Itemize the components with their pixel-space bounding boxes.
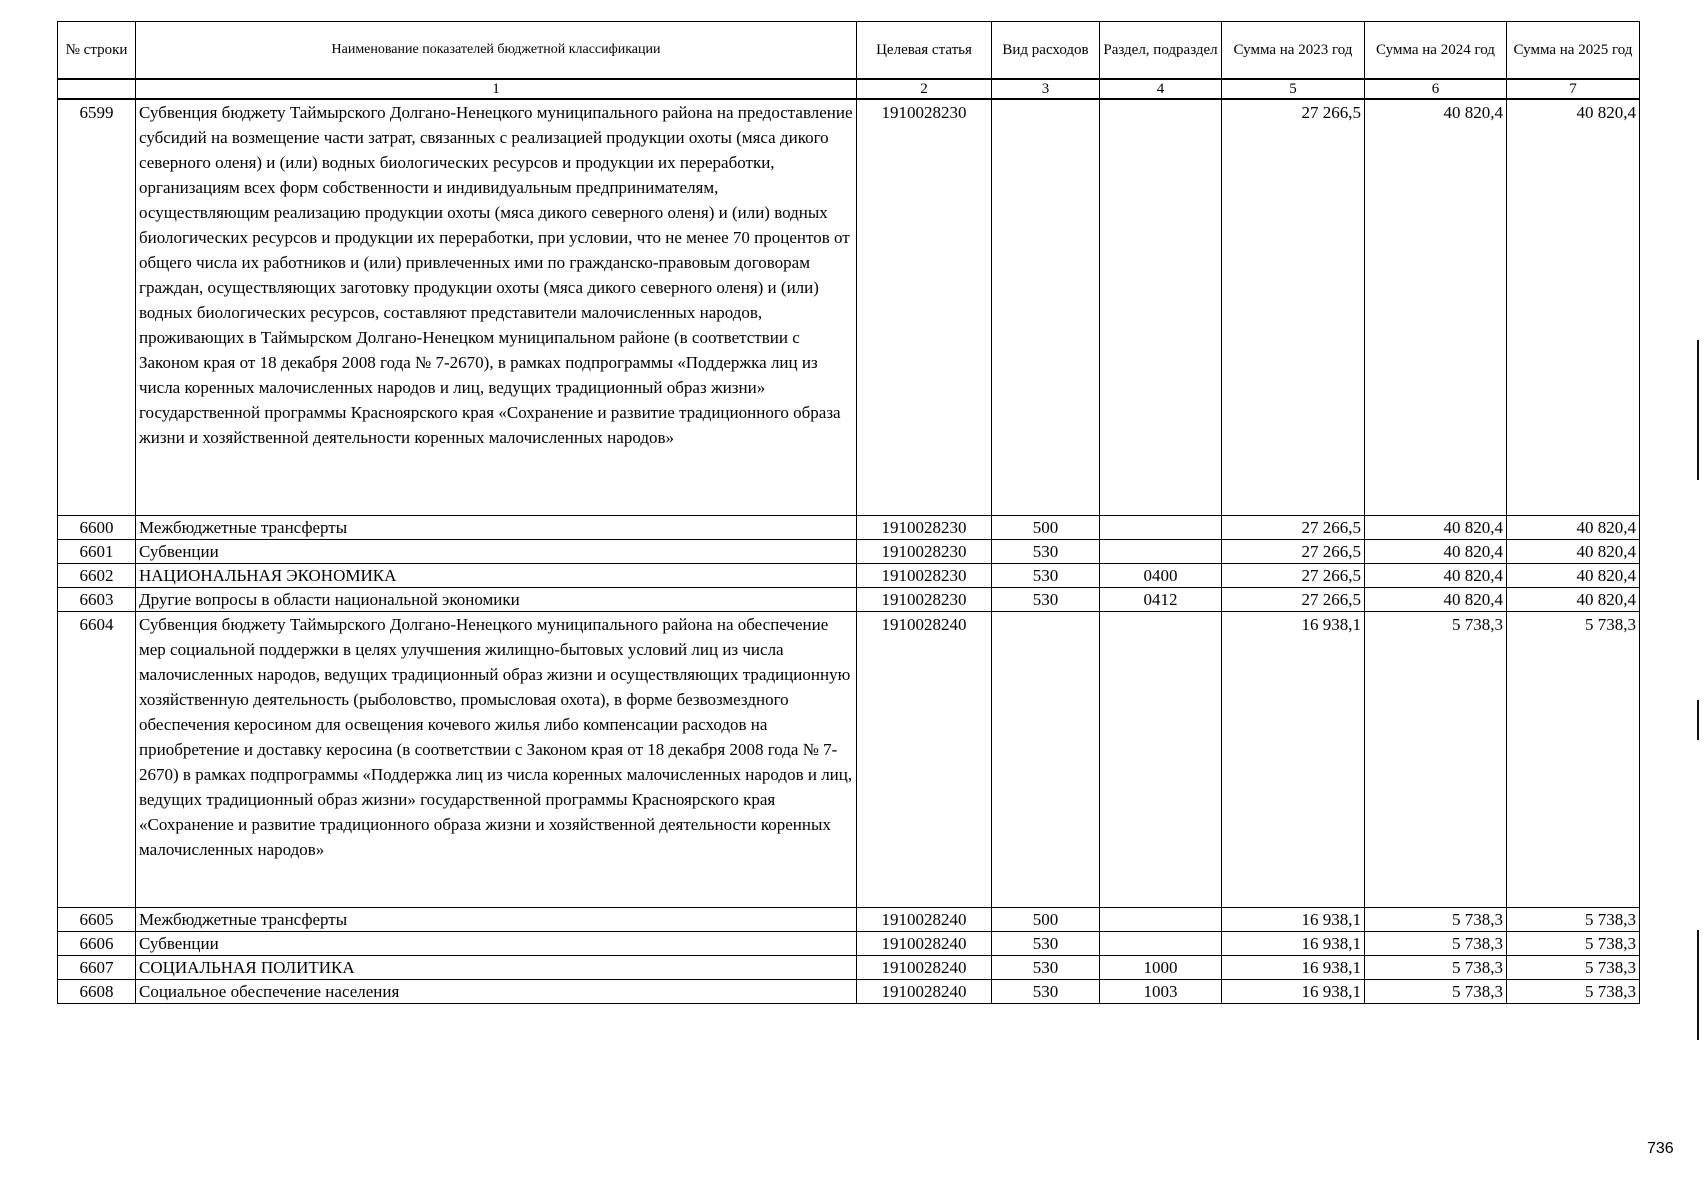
row-number: 6600 [58,516,136,540]
target-article: 1910028240 [857,932,992,956]
expense-type: 530 [992,564,1100,588]
table-row [58,540,1640,564]
target-article: 1910028240 [857,908,992,932]
target-article: 1910028230 [857,564,992,588]
header-indicator-name: Наименование показателей бюджетной классификации [136,22,857,80]
section-code [1100,540,1222,564]
row-number: 6599 [58,99,136,516]
row-number: 6607 [58,956,136,980]
target-article: 1910028230 [857,99,992,516]
table-row [58,564,1640,588]
column-number: 1 [136,79,857,99]
target-article: 1910028230 [857,540,992,564]
expense-type: 500 [992,516,1100,540]
sum-2023: 27 266,5 [1222,540,1365,564]
scan-edge-mark [1697,700,1699,740]
column-number: 4 [1100,79,1222,99]
expense-type [992,99,1100,516]
sum-2025: 5 738,3 [1507,980,1640,1004]
indicator-name: Социальное обеспечение населения [136,980,857,1004]
sum-2024: 5 738,3 [1365,932,1507,956]
page-number: 736 [1647,1140,1674,1157]
sum-2023: 16 938,1 [1222,908,1365,932]
budget-table [57,21,1640,1004]
indicator-name: Субвенция бюджету Таймырского Долгано-Ненецкого муниципального района на обеспечение мер социальной поддержки в целях улучшения жилищно-бытовых условий лиц из числа малочисленных народов, ведущих традиционный образ жизни и осуществляющих традиционную хозяйственную деятельность (рыболовство, промысловая охота), в форме безвозмездного обеспечения керосином для освещения кочевого жилья либо компенсации расходов на приобретение и доставку керосина (в соответствии с Законом края от 18 декабря 2008 года № 7-2670) в рамках подпрограммы «Поддержка лиц из числа коренных малочисленных народов и лиц, ведущих традиционный образ жизни» государственной программы Красноярского края «Сохранение и развитие традиционного образа жизни и хозяйственной деятельности коренных малочисленных народов» [136,612,857,908]
table-row [58,980,1640,1004]
column-number: 3 [992,79,1100,99]
sum-2023: 27 266,5 [1222,99,1365,516]
section-code: 0400 [1100,564,1222,588]
row-number: 6601 [58,540,136,564]
table-row [58,99,1640,516]
sum-2023: 27 266,5 [1222,516,1365,540]
sum-2024: 40 820,4 [1365,540,1507,564]
expense-type: 530 [992,588,1100,612]
column-number: 5 [1222,79,1365,99]
indicator-name: Межбюджетные трансферты [136,516,857,540]
header-expense-type: Вид расходов [992,22,1100,80]
row-number: 6605 [58,908,136,932]
section-code [1100,99,1222,516]
section-code [1100,612,1222,908]
table-row [58,956,1640,980]
section-code [1100,932,1222,956]
sum-2024: 40 820,4 [1365,588,1507,612]
column-number: 2 [857,79,992,99]
section-code: 0412 [1100,588,1222,612]
row-number: 6603 [58,588,136,612]
header-target-article: Целевая статья [857,22,992,80]
table-row [58,516,1640,540]
sum-2023: 16 938,1 [1222,612,1365,908]
expense-type: 530 [992,956,1100,980]
sum-2025: 40 820,4 [1507,540,1640,564]
sum-2024: 40 820,4 [1365,99,1507,516]
header-sum-2024: Сумма на 2024 год [1365,22,1507,80]
indicator-name: Субвенции [136,932,857,956]
section-code [1100,516,1222,540]
indicator-name: Субвенция бюджету Таймырского Долгано-Ненецкого муниципального района на предоставление субсидий на возмещение части затрат, связанных с реализацией продукции охоты (мяса дикого северного оленя) и (или) водных биологических ресурсов и продукции их переработки, организациям всех форм собственности и индивидуальным предпринимателям, осуществляющим реализацию продукции охоты (мяса дикого северного оленя) и (или) водных биологических ресурсов и продукции их переработки, при условии, что не менее 70 процентов от общего числа их работников и (или) привлеченных ими по гражданско-правовым договорам граждан, осуществляющих заготовку продукции охоты (мяса дикого северного оленя) и (или) водных биологических ресурсов, составляют представители малочисленных народов, проживающих в Таймырском Долгано-Ненецком муниципальном районе (в соответствии с Законом края от 18 декабря 2008 года № 7-2670), в рамках подпрограммы «Поддержка лиц из числа коренных малочисленных народов и лиц, ведущих традиционный образ жизни» государственной программы Красноярского края «Сохранение и развитие традиционного образа жизни и хозяйственной деятельности коренных малочисленных народов» [136,99,857,516]
section-code: 1003 [1100,980,1222,1004]
expense-type: 500 [992,908,1100,932]
scan-edge-mark [1697,340,1699,480]
target-article: 1910028240 [857,612,992,908]
indicator-name: Субвенции [136,540,857,564]
indicator-name: Другие вопросы в области национальной экономики [136,588,857,612]
table-row [58,588,1640,612]
expense-type [992,612,1100,908]
table-row [58,908,1640,932]
header-section: Раздел, подраздел [1100,22,1222,80]
sum-2023: 27 266,5 [1222,588,1365,612]
sum-2024: 5 738,3 [1365,980,1507,1004]
sum-2025: 40 820,4 [1507,588,1640,612]
sum-2024: 5 738,3 [1365,612,1507,908]
scan-edge-mark [1697,930,1699,1040]
target-article: 1910028230 [857,588,992,612]
column-number [58,79,136,99]
header-row [58,22,1640,80]
indicator-name: СОЦИАЛЬНАЯ ПОЛИТИКА [136,956,857,980]
header-sum-2025: Сумма на 2025 год [1507,22,1640,80]
expense-type: 530 [992,980,1100,1004]
target-article: 1910028240 [857,956,992,980]
table-row [58,932,1640,956]
row-number: 6604 [58,612,136,908]
sum-2023: 16 938,1 [1222,956,1365,980]
sum-2024: 5 738,3 [1365,908,1507,932]
sum-2025: 5 738,3 [1507,932,1640,956]
sum-2025: 40 820,4 [1507,516,1640,540]
target-article: 1910028230 [857,516,992,540]
column-number-row [58,79,1640,99]
row-number: 6602 [58,564,136,588]
header-row-number: № строки [58,22,136,80]
row-number: 6606 [58,932,136,956]
indicator-name: НАЦИОНАЛЬНАЯ ЭКОНОМИКА [136,564,857,588]
table-row [58,612,1640,908]
header-sum-2023: Сумма на 2023 год [1222,22,1365,80]
sum-2024: 40 820,4 [1365,564,1507,588]
sum-2024: 40 820,4 [1365,516,1507,540]
sum-2023: 16 938,1 [1222,980,1365,1004]
row-number: 6608 [58,980,136,1004]
sum-2025: 5 738,3 [1507,612,1640,908]
section-code: 1000 [1100,956,1222,980]
sum-2025: 5 738,3 [1507,956,1640,980]
target-article: 1910028240 [857,980,992,1004]
sum-2025: 40 820,4 [1507,564,1640,588]
column-number: 6 [1365,79,1507,99]
column-number: 7 [1507,79,1640,99]
expense-type: 530 [992,932,1100,956]
sum-2025: 5 738,3 [1507,908,1640,932]
sum-2023: 16 938,1 [1222,932,1365,956]
expense-type: 530 [992,540,1100,564]
sum-2024: 5 738,3 [1365,956,1507,980]
section-code [1100,908,1222,932]
sum-2025: 40 820,4 [1507,99,1640,516]
indicator-name: Межбюджетные трансферты [136,908,857,932]
sum-2023: 27 266,5 [1222,564,1365,588]
